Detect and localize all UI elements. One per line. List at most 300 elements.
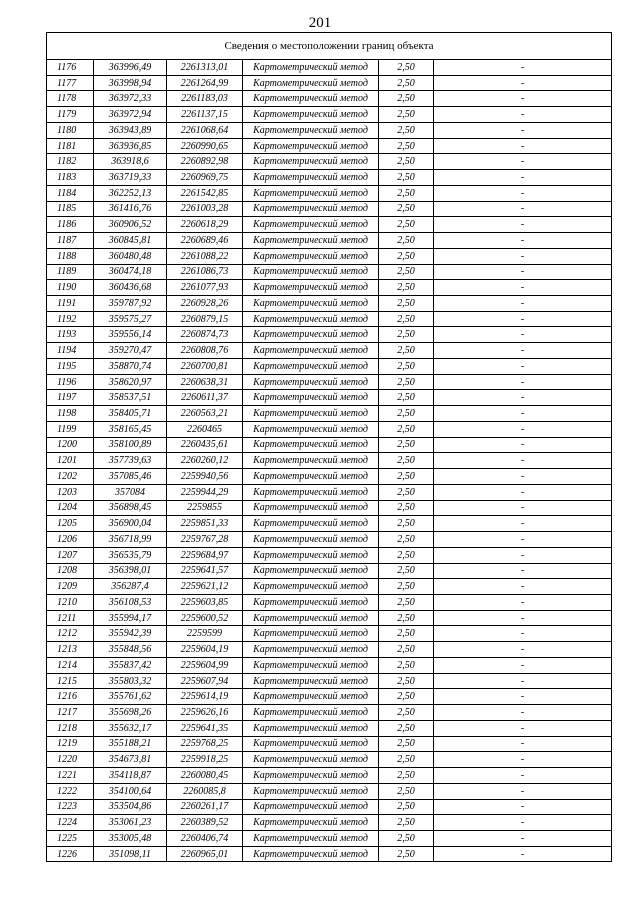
x-coordinate-cell: 363943,89 — [94, 122, 167, 138]
method-cell: Картометрический метод — [243, 107, 379, 123]
method-cell: Картометрический метод — [243, 532, 379, 548]
accuracy-cell: 2,50 — [379, 673, 434, 689]
method-cell: Картометрический метод — [243, 248, 379, 264]
table-row — [47, 830, 612, 846]
accuracy-cell: 2,50 — [379, 500, 434, 516]
point-number-cell: 1219 — [47, 736, 94, 752]
table-row — [47, 610, 612, 626]
description-cell: - — [434, 815, 612, 831]
accuracy-cell: 2,50 — [379, 830, 434, 846]
description-cell: - — [434, 154, 612, 170]
x-coordinate-cell: 354673,81 — [94, 752, 167, 768]
accuracy-cell: 2,50 — [379, 185, 434, 201]
point-number-cell: 1195 — [47, 358, 94, 374]
table-row — [47, 122, 612, 138]
method-cell: Картометрический метод — [243, 815, 379, 831]
table-row — [47, 91, 612, 107]
accuracy-cell: 2,50 — [379, 736, 434, 752]
y-coordinate-cell: 2260689,46 — [167, 233, 243, 249]
accuracy-cell: 2,50 — [379, 60, 434, 76]
point-number-cell: 1217 — [47, 705, 94, 721]
x-coordinate-cell: 357739,63 — [94, 453, 167, 469]
accuracy-cell: 2,50 — [379, 91, 434, 107]
x-coordinate-cell: 355942,39 — [94, 626, 167, 642]
accuracy-cell: 2,50 — [379, 689, 434, 705]
table-row — [47, 343, 612, 359]
accuracy-cell: 2,50 — [379, 280, 434, 296]
accuracy-cell: 2,50 — [379, 122, 434, 138]
method-cell: Картометрический метод — [243, 799, 379, 815]
table-row — [47, 673, 612, 689]
method-cell: Картометрический метод — [243, 264, 379, 280]
y-coordinate-cell: 2260969,75 — [167, 170, 243, 186]
x-coordinate-cell: 355761,62 — [94, 689, 167, 705]
accuracy-cell: 2,50 — [379, 296, 434, 312]
table-row — [47, 311, 612, 327]
page-number: 201 — [308, 15, 332, 31]
y-coordinate-cell: 2259604,19 — [167, 642, 243, 658]
y-coordinate-cell: 2259607,94 — [167, 673, 243, 689]
table-row — [47, 783, 612, 799]
description-cell: - — [434, 516, 612, 532]
y-coordinate-cell: 2261003,28 — [167, 201, 243, 217]
table-row — [47, 689, 612, 705]
table-row — [47, 390, 612, 406]
y-coordinate-cell: 2260700,81 — [167, 358, 243, 374]
point-number-cell: 1178 — [47, 91, 94, 107]
y-coordinate-cell: 2259604,99 — [167, 657, 243, 673]
accuracy-cell: 2,50 — [379, 327, 434, 343]
accuracy-cell: 2,50 — [379, 516, 434, 532]
point-number-cell: 1201 — [47, 453, 94, 469]
x-coordinate-cell: 355632,17 — [94, 720, 167, 736]
method-cell: Картометрический метод — [243, 170, 379, 186]
method-cell: Картометрический метод — [243, 469, 379, 485]
point-number-cell: 1193 — [47, 327, 94, 343]
table-row — [47, 705, 612, 721]
table-row — [47, 453, 612, 469]
description-cell: - — [434, 532, 612, 548]
method-cell: Картометрический метод — [243, 594, 379, 610]
method-cell: Картометрический метод — [243, 217, 379, 233]
point-number-cell: 1184 — [47, 185, 94, 201]
description-cell: - — [434, 406, 612, 422]
point-number-cell: 1177 — [47, 75, 94, 91]
x-coordinate-cell: 355994,17 — [94, 610, 167, 626]
method-cell: Картометрический метод — [243, 233, 379, 249]
description-cell: - — [434, 248, 612, 264]
method-cell: Картометрический метод — [243, 563, 379, 579]
method-cell: Картометрический метод — [243, 516, 379, 532]
point-number-cell: 1213 — [47, 642, 94, 658]
y-coordinate-cell: 2259918,25 — [167, 752, 243, 768]
description-cell: - — [434, 185, 612, 201]
y-coordinate-cell: 2261542,85 — [167, 185, 243, 201]
method-cell: Картометрический метод — [243, 296, 379, 312]
table-row — [47, 154, 612, 170]
table-row — [47, 815, 612, 831]
x-coordinate-cell: 355698,26 — [94, 705, 167, 721]
description-cell: - — [434, 280, 612, 296]
x-coordinate-cell: 356718,99 — [94, 532, 167, 548]
accuracy-cell: 2,50 — [379, 594, 434, 610]
table-row — [47, 657, 612, 673]
description-cell: - — [434, 60, 612, 76]
point-number-cell: 1214 — [47, 657, 94, 673]
point-number-cell: 1181 — [47, 138, 94, 154]
accuracy-cell: 2,50 — [379, 752, 434, 768]
table-row — [47, 437, 612, 453]
method-cell: Картометрический метод — [243, 60, 379, 76]
x-coordinate-cell: 363719,33 — [94, 170, 167, 186]
accuracy-cell: 2,50 — [379, 311, 434, 327]
point-number-cell: 1189 — [47, 264, 94, 280]
method-cell: Картометрический метод — [243, 626, 379, 642]
point-number-cell: 1218 — [47, 720, 94, 736]
method-cell: Картометрический метод — [243, 453, 379, 469]
method-cell: Картометрический метод — [243, 846, 379, 862]
method-cell: Картометрический метод — [243, 437, 379, 453]
x-coordinate-cell: 363996,49 — [94, 60, 167, 76]
y-coordinate-cell: 2260261,17 — [167, 799, 243, 815]
table-row — [47, 138, 612, 154]
y-coordinate-cell: 2260965,01 — [167, 846, 243, 862]
description-cell: - — [434, 421, 612, 437]
table-row — [47, 374, 612, 390]
table-title-row — [47, 33, 612, 60]
y-coordinate-cell: 2260406,74 — [167, 830, 243, 846]
x-coordinate-cell: 363918,6 — [94, 154, 167, 170]
accuracy-cell: 2,50 — [379, 563, 434, 579]
accuracy-cell: 2,50 — [379, 343, 434, 359]
description-cell: - — [434, 170, 612, 186]
y-coordinate-cell: 2261264,99 — [167, 75, 243, 91]
description-cell: - — [434, 75, 612, 91]
method-cell: Картометрический метод — [243, 343, 379, 359]
x-coordinate-cell: 359270,47 — [94, 343, 167, 359]
point-number-cell: 1203 — [47, 484, 94, 500]
accuracy-cell: 2,50 — [379, 610, 434, 626]
x-coordinate-cell: 360436,68 — [94, 280, 167, 296]
y-coordinate-cell: 2259641,57 — [167, 563, 243, 579]
method-cell: Картометрический метод — [243, 358, 379, 374]
y-coordinate-cell: 2260879,15 — [167, 311, 243, 327]
y-coordinate-cell: 2259626,16 — [167, 705, 243, 721]
y-coordinate-cell: 2260260,12 — [167, 453, 243, 469]
accuracy-cell: 2,50 — [379, 107, 434, 123]
table-row — [47, 327, 612, 343]
method-cell: Картометрический метод — [243, 311, 379, 327]
description-cell: - — [434, 783, 612, 799]
point-number-cell: 1200 — [47, 437, 94, 453]
table-row — [47, 626, 612, 642]
y-coordinate-cell: 2261086,73 — [167, 264, 243, 280]
method-cell: Картометрический метод — [243, 91, 379, 107]
point-number-cell: 1205 — [47, 516, 94, 532]
accuracy-cell: 2,50 — [379, 264, 434, 280]
x-coordinate-cell: 358620,97 — [94, 374, 167, 390]
accuracy-cell: 2,50 — [379, 547, 434, 563]
y-coordinate-cell: 2259621,12 — [167, 579, 243, 595]
x-coordinate-cell: 351098,11 — [94, 846, 167, 862]
description-cell: - — [434, 705, 612, 721]
table-row — [47, 280, 612, 296]
method-cell: Картометрический метод — [243, 406, 379, 422]
table-row — [47, 406, 612, 422]
description-cell: - — [434, 374, 612, 390]
method-cell: Картометрический метод — [243, 673, 379, 689]
x-coordinate-cell: 357084 — [94, 484, 167, 500]
table-row — [47, 799, 612, 815]
method-cell: Картометрический метод — [243, 390, 379, 406]
method-cell: Картометрический метод — [243, 421, 379, 437]
x-coordinate-cell: 355803,32 — [94, 673, 167, 689]
point-number-cell: 1182 — [47, 154, 94, 170]
description-cell: - — [434, 500, 612, 516]
x-coordinate-cell: 363936,85 — [94, 138, 167, 154]
point-number-cell: 1179 — [47, 107, 94, 123]
description-cell: - — [434, 469, 612, 485]
x-coordinate-cell: 355848,56 — [94, 642, 167, 658]
table-row — [47, 846, 612, 862]
point-number-cell: 1210 — [47, 594, 94, 610]
y-coordinate-cell: 2260928,26 — [167, 296, 243, 312]
table-row — [47, 768, 612, 784]
y-coordinate-cell: 2259614,19 — [167, 689, 243, 705]
y-coordinate-cell: 2261183,03 — [167, 91, 243, 107]
y-coordinate-cell: 2260892,98 — [167, 154, 243, 170]
x-coordinate-cell: 354100,64 — [94, 783, 167, 799]
description-cell: - — [434, 233, 612, 249]
table-row — [47, 516, 612, 532]
point-number-cell: 1216 — [47, 689, 94, 705]
description-cell: - — [434, 138, 612, 154]
description-cell: - — [434, 264, 612, 280]
accuracy-cell: 2,50 — [379, 201, 434, 217]
description-cell: - — [434, 358, 612, 374]
accuracy-cell: 2,50 — [379, 138, 434, 154]
point-number-cell: 1187 — [47, 233, 94, 249]
point-number-cell: 1206 — [47, 532, 94, 548]
description-cell: - — [434, 217, 612, 233]
x-coordinate-cell: 356287,4 — [94, 579, 167, 595]
x-coordinate-cell: 353061,23 — [94, 815, 167, 831]
accuracy-cell: 2,50 — [379, 768, 434, 784]
accuracy-cell: 2,50 — [379, 815, 434, 831]
accuracy-cell: 2,50 — [379, 406, 434, 422]
description-cell: - — [434, 390, 612, 406]
table-row — [47, 217, 612, 233]
description-cell: - — [434, 107, 612, 123]
table-row — [47, 421, 612, 437]
description-cell: - — [434, 563, 612, 579]
y-coordinate-cell: 2260990,65 — [167, 138, 243, 154]
method-cell: Картометрический метод — [243, 327, 379, 343]
table-row — [47, 248, 612, 264]
x-coordinate-cell: 361416,76 — [94, 201, 167, 217]
y-coordinate-cell: 2260618,29 — [167, 217, 243, 233]
point-number-cell: 1186 — [47, 217, 94, 233]
table-row — [47, 720, 612, 736]
x-coordinate-cell: 356900,04 — [94, 516, 167, 532]
x-coordinate-cell: 360906,52 — [94, 217, 167, 233]
description-cell: - — [434, 752, 612, 768]
y-coordinate-cell: 2260085,8 — [167, 783, 243, 799]
table-row — [47, 201, 612, 217]
table-row — [47, 170, 612, 186]
y-coordinate-cell: 2261068,64 — [167, 122, 243, 138]
x-coordinate-cell: 354118,87 — [94, 768, 167, 784]
method-cell: Картометрический метод — [243, 547, 379, 563]
description-cell: - — [434, 610, 612, 626]
y-coordinate-cell: 2259940,56 — [167, 469, 243, 485]
x-coordinate-cell: 358165,45 — [94, 421, 167, 437]
table-row — [47, 60, 612, 76]
method-cell: Картометрический метод — [243, 138, 379, 154]
point-number-cell: 1192 — [47, 311, 94, 327]
description-cell: - — [434, 594, 612, 610]
x-coordinate-cell: 359556,14 — [94, 327, 167, 343]
accuracy-cell: 2,50 — [379, 248, 434, 264]
y-coordinate-cell: 2260874,73 — [167, 327, 243, 343]
method-cell: Картометрический метод — [243, 705, 379, 721]
x-coordinate-cell: 358870,74 — [94, 358, 167, 374]
table-row — [47, 752, 612, 768]
boundary-coordinates-table — [46, 32, 612, 862]
point-number-cell: 1209 — [47, 579, 94, 595]
accuracy-cell: 2,50 — [379, 532, 434, 548]
description-cell: - — [434, 201, 612, 217]
description-cell: - — [434, 830, 612, 846]
method-cell: Картометрический метод — [243, 374, 379, 390]
x-coordinate-cell: 353504,86 — [94, 799, 167, 815]
point-number-cell: 1190 — [47, 280, 94, 296]
table-row — [47, 469, 612, 485]
y-coordinate-cell: 2259684,97 — [167, 547, 243, 563]
point-number-cell: 1215 — [47, 673, 94, 689]
method-cell: Картометрический метод — [243, 657, 379, 673]
x-coordinate-cell: 363972,94 — [94, 107, 167, 123]
method-cell: Картометрический метод — [243, 579, 379, 595]
accuracy-cell: 2,50 — [379, 626, 434, 642]
method-cell: Картометрический метод — [243, 736, 379, 752]
point-number-cell: 1212 — [47, 626, 94, 642]
point-number-cell: 1183 — [47, 170, 94, 186]
table-row — [47, 233, 612, 249]
y-coordinate-cell: 2259599 — [167, 626, 243, 642]
y-coordinate-cell: 2260435,61 — [167, 437, 243, 453]
x-coordinate-cell: 360845,81 — [94, 233, 167, 249]
y-coordinate-cell: 2259767,28 — [167, 532, 243, 548]
point-number-cell: 1180 — [47, 122, 94, 138]
table-title: Сведения о местоположении границ объекта — [47, 33, 612, 60]
y-coordinate-cell: 2259600,52 — [167, 610, 243, 626]
method-cell: Картометрический метод — [243, 689, 379, 705]
accuracy-cell: 2,50 — [379, 657, 434, 673]
accuracy-cell: 2,50 — [379, 484, 434, 500]
method-cell: Картометрический метод — [243, 768, 379, 784]
method-cell: Картометрический метод — [243, 484, 379, 500]
point-number-cell: 1224 — [47, 815, 94, 831]
accuracy-cell: 2,50 — [379, 783, 434, 799]
x-coordinate-cell: 360480,48 — [94, 248, 167, 264]
description-cell: - — [434, 768, 612, 784]
table-row — [47, 358, 612, 374]
method-cell: Картометрический метод — [243, 122, 379, 138]
accuracy-cell: 2,50 — [379, 358, 434, 374]
point-number-cell: 1222 — [47, 783, 94, 799]
x-coordinate-cell: 359787,92 — [94, 296, 167, 312]
y-coordinate-cell: 2261313,01 — [167, 60, 243, 76]
table-row — [47, 594, 612, 610]
x-coordinate-cell: 357085,46 — [94, 469, 167, 485]
description-cell: - — [434, 736, 612, 752]
accuracy-cell: 2,50 — [379, 799, 434, 815]
x-coordinate-cell: 356398,01 — [94, 563, 167, 579]
method-cell: Картометрический метод — [243, 610, 379, 626]
accuracy-cell: 2,50 — [379, 642, 434, 658]
point-number-cell: 1198 — [47, 406, 94, 422]
x-coordinate-cell: 362252,13 — [94, 185, 167, 201]
x-coordinate-cell: 355837,42 — [94, 657, 167, 673]
x-coordinate-cell: 356535,79 — [94, 547, 167, 563]
y-coordinate-cell: 2259768,25 — [167, 736, 243, 752]
description-cell: - — [434, 720, 612, 736]
y-coordinate-cell: 2260638,31 — [167, 374, 243, 390]
table-row — [47, 563, 612, 579]
x-coordinate-cell: 355188,21 — [94, 736, 167, 752]
accuracy-cell: 2,50 — [379, 720, 434, 736]
method-cell: Картометрический метод — [243, 201, 379, 217]
point-number-cell: 1199 — [47, 421, 94, 437]
method-cell: Картометрический метод — [243, 500, 379, 516]
table-row — [47, 547, 612, 563]
y-coordinate-cell: 2261088,22 — [167, 248, 243, 264]
table-row — [47, 107, 612, 123]
x-coordinate-cell: 358405,71 — [94, 406, 167, 422]
table-row — [47, 736, 612, 752]
accuracy-cell: 2,50 — [379, 233, 434, 249]
x-coordinate-cell: 356898,45 — [94, 500, 167, 516]
description-cell: - — [434, 122, 612, 138]
point-number-cell: 1220 — [47, 752, 94, 768]
method-cell: Картометрический метод — [243, 75, 379, 91]
description-cell: - — [434, 453, 612, 469]
accuracy-cell: 2,50 — [379, 75, 434, 91]
x-coordinate-cell: 356108,53 — [94, 594, 167, 610]
accuracy-cell: 2,50 — [379, 170, 434, 186]
method-cell: Картометрический метод — [243, 720, 379, 736]
x-coordinate-cell: 358100,89 — [94, 437, 167, 453]
accuracy-cell: 2,50 — [379, 437, 434, 453]
y-coordinate-cell: 2260808,76 — [167, 343, 243, 359]
description-cell: - — [434, 689, 612, 705]
y-coordinate-cell: 2259603,85 — [167, 594, 243, 610]
table-row — [47, 484, 612, 500]
description-cell: - — [434, 311, 612, 327]
accuracy-cell: 2,50 — [379, 453, 434, 469]
description-cell: - — [434, 673, 612, 689]
x-coordinate-cell: 359575,27 — [94, 311, 167, 327]
y-coordinate-cell: 2261137,15 — [167, 107, 243, 123]
description-cell: - — [434, 91, 612, 107]
point-number-cell: 1208 — [47, 563, 94, 579]
table-row — [47, 579, 612, 595]
accuracy-cell: 2,50 — [379, 390, 434, 406]
table-row — [47, 296, 612, 312]
method-cell: Картометрический метод — [243, 783, 379, 799]
table-row — [47, 532, 612, 548]
